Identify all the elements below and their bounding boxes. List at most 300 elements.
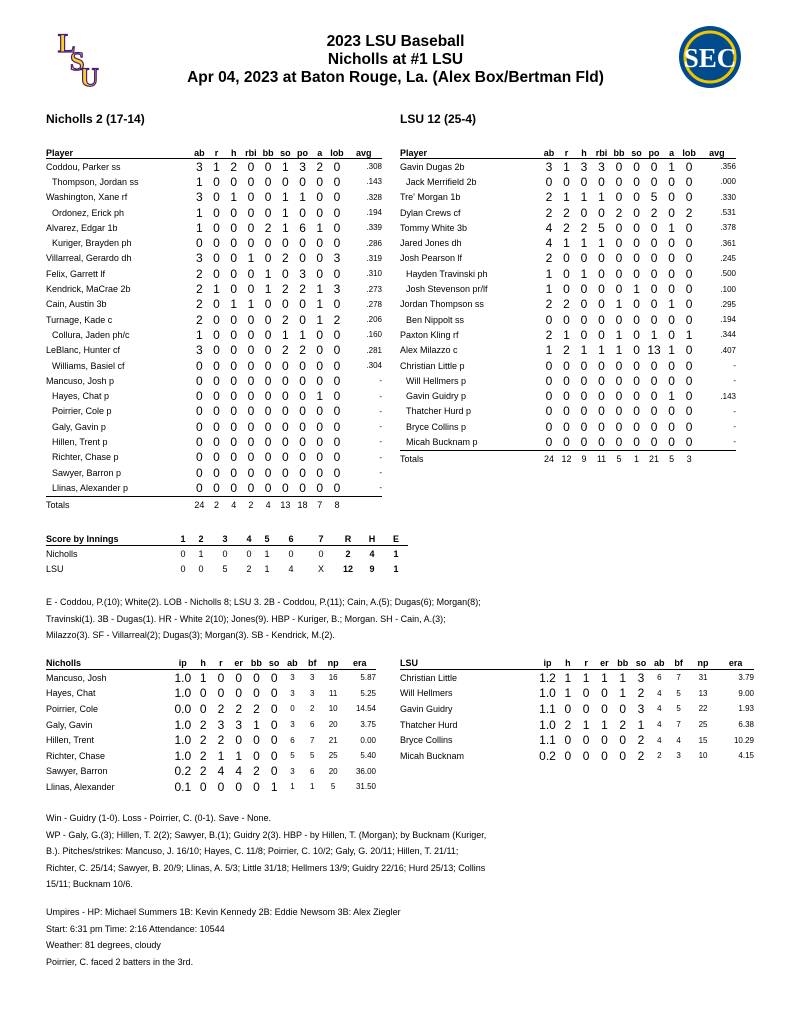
stat-cell: 0 bbox=[580, 297, 588, 312]
stat-cell: 1 bbox=[230, 297, 238, 312]
stat-cell: 0 bbox=[264, 434, 272, 449]
stat-cell: 2 bbox=[195, 312, 203, 327]
stat-cell: 1 bbox=[580, 236, 588, 251]
player-name: Kendrick, MaCrae 2b bbox=[46, 284, 131, 295]
pitch-stat: 0 bbox=[217, 686, 225, 701]
stat-cell: 0 bbox=[195, 465, 203, 480]
inning-cell: 0 bbox=[198, 564, 204, 575]
stat-cell: 0 bbox=[615, 282, 623, 297]
stat-cell: 0 bbox=[615, 419, 623, 434]
stat-cell: 0 bbox=[247, 434, 255, 449]
stat-cell: 0 bbox=[195, 419, 203, 434]
player-name: Villarreal, Gerardo dh bbox=[46, 253, 132, 264]
stat-cell: 0 bbox=[281, 404, 289, 419]
pitch-stat: 6 bbox=[657, 673, 662, 683]
batting-average: .361 bbox=[720, 238, 736, 248]
pitch-stat: 13 bbox=[698, 688, 708, 698]
batting-average: .100 bbox=[720, 284, 736, 294]
pitch-stat: 3.79 bbox=[738, 673, 754, 683]
pitch-stat: 0 bbox=[253, 686, 260, 701]
stat-cell: 2 bbox=[650, 205, 658, 220]
stat-cell: 1 bbox=[316, 220, 324, 235]
pitch-stat: 4 bbox=[657, 688, 662, 698]
stat-cell: 0 bbox=[264, 465, 272, 480]
stat-cell: 1 bbox=[316, 282, 324, 297]
stat-cell: 0 bbox=[299, 419, 306, 434]
batting-average: .281 bbox=[366, 345, 382, 355]
stat-cell: 0 bbox=[333, 205, 341, 220]
stat-cell: 2 bbox=[281, 251, 289, 266]
batting-average: - bbox=[733, 406, 736, 416]
stat-cell: 0 bbox=[558, 434, 576, 450]
stat-cell: 0 bbox=[230, 205, 238, 220]
stat-cell: 1 bbox=[299, 190, 306, 205]
stat-cell: 0 bbox=[685, 297, 693, 312]
stat-cell: 0 bbox=[545, 174, 553, 189]
batting-average: - bbox=[346, 480, 382, 496]
stat-cell: 0 bbox=[316, 358, 324, 373]
score-by-innings-table bbox=[46, 532, 408, 577]
pitch-stat: 2 bbox=[199, 733, 207, 748]
stat-cell: 0 bbox=[580, 312, 588, 327]
stat-cell: 0 bbox=[598, 389, 605, 404]
pitch-stat: 3.75 bbox=[360, 720, 376, 730]
total-cell: 8 bbox=[334, 499, 340, 510]
stat-cell: 0 bbox=[650, 312, 658, 327]
totals-row bbox=[400, 450, 736, 467]
stat-cell: 2 bbox=[333, 312, 341, 327]
stat-cell: 0 bbox=[281, 419, 289, 434]
stat-cell: 2 bbox=[545, 327, 553, 342]
player-name: Christian Little p bbox=[400, 360, 465, 371]
column-header-ab: ab bbox=[191, 144, 208, 159]
player-name: Will Hellmers p bbox=[406, 375, 467, 386]
player-row bbox=[400, 388, 736, 403]
column-header-lob: lob bbox=[328, 144, 345, 159]
stat-cell: 0 bbox=[580, 327, 588, 342]
player-name: Gavin Guidry p bbox=[406, 391, 467, 402]
pitch-stat: 1.1 bbox=[539, 733, 556, 748]
stat-cell: 0 bbox=[598, 297, 605, 312]
stat-cell: 0 bbox=[615, 358, 623, 373]
column-header-np: np bbox=[323, 656, 344, 670]
player-row bbox=[400, 312, 736, 327]
inning-cell: 12 bbox=[342, 564, 353, 575]
pitch-stat: 4 bbox=[657, 735, 662, 745]
stat-cell: 0 bbox=[294, 480, 311, 496]
player-name: Gavin Dugas 2b bbox=[400, 161, 465, 172]
total-cell: 18 bbox=[297, 499, 308, 510]
stat-cell: 4 bbox=[545, 220, 553, 235]
stat-cell: 0 bbox=[225, 480, 242, 496]
stat-cell: 0 bbox=[685, 389, 693, 404]
pitch-stat: 2 bbox=[217, 733, 225, 748]
stat-cell: 1 bbox=[563, 190, 570, 205]
player-name: Washington, Xane rf bbox=[46, 192, 128, 203]
pitch-stat: 25 bbox=[698, 720, 708, 730]
player-name: Thompson, Jordan ss bbox=[52, 176, 139, 187]
stat-cell: 0 bbox=[264, 389, 272, 404]
pitcher-row bbox=[400, 686, 754, 702]
pitch-stat: 1 bbox=[582, 717, 590, 732]
pitch-stat: 0 bbox=[582, 686, 590, 701]
stat-cell: 4 bbox=[545, 236, 553, 251]
stat-cell: 1 bbox=[563, 327, 570, 342]
column-header-so: so bbox=[277, 144, 294, 159]
stat-cell: 0 bbox=[668, 358, 675, 373]
pitch-stat: 2 bbox=[217, 701, 225, 716]
stat-cell: 0 bbox=[650, 419, 658, 434]
inning-header: 6 bbox=[276, 532, 306, 546]
inning-cell: 2 bbox=[246, 564, 252, 575]
home-batting-table bbox=[400, 144, 736, 467]
pitch-stat: 1.0 bbox=[174, 748, 192, 763]
pitch-stat: 20 bbox=[328, 720, 338, 730]
pitch-stat: 0.2 bbox=[174, 764, 192, 779]
stat-cell: 1 bbox=[545, 343, 553, 358]
column-header-er: er bbox=[230, 656, 248, 670]
pitcher-row bbox=[46, 701, 376, 717]
stat-cell: 0 bbox=[264, 297, 272, 312]
batting-average: - bbox=[379, 406, 382, 416]
stat-cell: 0 bbox=[247, 404, 255, 419]
player-row bbox=[46, 450, 382, 465]
stat-cell: 0 bbox=[213, 343, 220, 358]
stat-cell: 0 bbox=[668, 236, 675, 251]
batting-average: - bbox=[379, 437, 382, 447]
stat-cell: 0 bbox=[633, 266, 640, 281]
pitch-stat: 0 bbox=[217, 779, 225, 794]
stat-cell: 1 bbox=[213, 159, 220, 174]
player-name: Paxton Kling rf bbox=[400, 329, 459, 340]
player-row bbox=[46, 281, 382, 296]
stat-cell: 3 bbox=[333, 282, 341, 297]
stat-cell: 0 bbox=[650, 373, 658, 388]
player-name: Bryce Collins p bbox=[406, 421, 467, 432]
innings-team: Nicholls bbox=[46, 548, 78, 559]
stat-cell: 0 bbox=[668, 282, 675, 297]
player-row bbox=[400, 266, 736, 281]
batting-average: .194 bbox=[366, 208, 382, 218]
stat-cell: 0 bbox=[685, 159, 693, 174]
pitch-stat: 1.0 bbox=[539, 717, 556, 732]
stat-cell: 0 bbox=[545, 404, 553, 419]
stat-cell: 3 bbox=[195, 190, 203, 205]
pitch-stat: 0 bbox=[199, 686, 207, 701]
stat-cell: 0 bbox=[615, 159, 623, 174]
pitch-stat: 0 bbox=[290, 704, 295, 714]
column-header-er: er bbox=[595, 656, 613, 670]
player-row bbox=[46, 266, 382, 281]
stat-cell: 0 bbox=[230, 404, 238, 419]
stat-cell: 0 bbox=[316, 373, 324, 388]
total-cell: 9 bbox=[581, 453, 587, 464]
text-line: Weather: 81 degrees, cloudy bbox=[46, 940, 161, 950]
player-row bbox=[400, 297, 736, 312]
stat-cell: 0 bbox=[580, 282, 588, 297]
stat-cell: 0 bbox=[242, 480, 259, 496]
column-header-player: Player bbox=[400, 144, 540, 159]
inning-cell: 0 bbox=[288, 548, 294, 559]
pitch-stat: 4 bbox=[657, 704, 662, 714]
player-row bbox=[46, 174, 382, 189]
stat-cell: 1 bbox=[668, 220, 675, 235]
player-row bbox=[400, 343, 736, 358]
stat-cell: 0 bbox=[213, 266, 220, 281]
pitch-stat: 2 bbox=[253, 764, 260, 779]
column-header-r: r bbox=[212, 656, 230, 670]
stat-cell: 1 bbox=[598, 236, 605, 251]
pitching-team: LSU bbox=[400, 656, 536, 670]
player-name: Hayes, Chat p bbox=[52, 391, 110, 402]
inning-cell: 1 bbox=[393, 564, 399, 575]
pitch-stat: 1 bbox=[601, 717, 608, 732]
pitch-stat: 0 bbox=[270, 670, 278, 685]
pitch-stat: 0 bbox=[601, 748, 608, 763]
stat-cell: 0 bbox=[668, 404, 675, 419]
pitch-stat: 0 bbox=[582, 748, 590, 763]
inning-header: 2 bbox=[192, 532, 210, 546]
stat-cell: 0 bbox=[247, 465, 255, 480]
stat-cell: 0 bbox=[668, 190, 675, 205]
batting-average: - bbox=[733, 361, 736, 370]
stat-cell: 0 bbox=[333, 434, 341, 449]
stat-cell: 0 bbox=[615, 251, 623, 266]
text-line: Poirrier, C. faced 2 batters in the 3rd. bbox=[46, 956, 194, 967]
stat-cell: 2 bbox=[545, 205, 553, 220]
stat-cell: 1 bbox=[316, 389, 324, 404]
player-row bbox=[400, 159, 736, 175]
stat-cell: 0 bbox=[615, 312, 623, 327]
stat-cell: 0 bbox=[299, 373, 306, 388]
text-line: E - Coddou, P.(10); White(2). LOB - Nicholls 8; LSU 3. 2B - Coddou, P.(11); Cain, A.(5); Dugas(6); Morgan(8); bbox=[46, 597, 481, 607]
column-header-lob: lob bbox=[680, 144, 698, 159]
stat-cell: 6 bbox=[299, 220, 306, 235]
column-header-avg: avg bbox=[698, 144, 736, 159]
column-header-player: Player bbox=[46, 144, 191, 159]
game-footer-info bbox=[46, 904, 746, 970]
stat-cell: 0 bbox=[563, 251, 570, 266]
stat-cell: 0 bbox=[264, 343, 272, 358]
stat-cell: 0 bbox=[685, 266, 693, 281]
player-row bbox=[46, 327, 382, 342]
total-blank bbox=[346, 496, 382, 513]
total-cell: 12 bbox=[561, 453, 572, 464]
pitch-stat: 1 bbox=[235, 748, 242, 763]
pitcher-name: Will Hellmers bbox=[400, 688, 453, 699]
player-row bbox=[46, 373, 382, 388]
pitch-stat: 0.1 bbox=[174, 779, 192, 794]
player-name: Kuriger, Brayden ph bbox=[52, 238, 132, 249]
player-row bbox=[400, 358, 736, 373]
inning-header: R bbox=[336, 532, 360, 546]
stat-cell: 0 bbox=[213, 327, 220, 342]
pitching-decisions bbox=[46, 810, 746, 893]
stat-cell: 0 bbox=[191, 480, 208, 496]
stat-cell: 0 bbox=[650, 266, 658, 281]
pitch-stat: 0.0 bbox=[174, 701, 192, 716]
stat-cell: 0 bbox=[633, 327, 640, 342]
player-name: Josh Pearson lf bbox=[400, 253, 463, 264]
stat-cell: 0 bbox=[633, 297, 640, 312]
stat-cell: 0 bbox=[650, 159, 658, 174]
stat-cell: 0 bbox=[281, 266, 289, 281]
stat-cell: 0 bbox=[195, 389, 203, 404]
pitch-stat: 0 bbox=[564, 733, 572, 748]
pitcher-name: Bryce Collins bbox=[400, 735, 453, 746]
pitch-stat: 0.00 bbox=[360, 735, 376, 745]
stat-cell: 1 bbox=[230, 190, 238, 205]
column-header-bb: bb bbox=[248, 656, 266, 670]
stat-cell: 0 bbox=[598, 327, 605, 342]
column-header-bf: bf bbox=[668, 656, 688, 670]
stat-cell: 0 bbox=[593, 434, 611, 450]
stat-cell: 0 bbox=[333, 450, 341, 465]
stat-cell: 0 bbox=[264, 251, 272, 266]
stat-cell: 2 bbox=[545, 190, 553, 205]
stat-cell: 0 bbox=[633, 343, 640, 358]
stat-cell: 0 bbox=[195, 236, 203, 251]
column-header-bb: bb bbox=[614, 656, 632, 670]
player-name: Jordan Thompson ss bbox=[400, 299, 484, 310]
pitch-stat: 2 bbox=[310, 704, 315, 714]
inning-cell: 0 bbox=[180, 548, 186, 559]
stat-cell: 0 bbox=[328, 480, 345, 496]
stat-cell: 0 bbox=[615, 389, 623, 404]
pitcher-name: Sawyer, Barron bbox=[46, 766, 108, 777]
sec-logo bbox=[676, 24, 746, 90]
player-row bbox=[400, 251, 736, 266]
stat-cell: 2 bbox=[545, 251, 553, 266]
player-row bbox=[46, 434, 382, 449]
stat-cell: 0 bbox=[580, 404, 588, 419]
pitch-stat: 1 bbox=[619, 670, 627, 685]
pitch-stat: 6 bbox=[310, 720, 315, 730]
stat-cell: 2 bbox=[281, 282, 289, 297]
pitcher-name: Mancuso, Josh bbox=[46, 672, 107, 683]
stat-cell: 0 bbox=[281, 373, 289, 388]
pitch-stat: 4 bbox=[657, 720, 662, 730]
stat-cell: 2 bbox=[563, 220, 570, 235]
stat-cell: 0 bbox=[299, 434, 306, 449]
stat-cell: 0 bbox=[213, 190, 220, 205]
pitch-stat: 1.93 bbox=[738, 704, 754, 714]
stat-cell: 0 bbox=[663, 434, 681, 450]
column-header-r: r bbox=[208, 144, 225, 159]
pitch-stat: 0 bbox=[199, 701, 207, 716]
batting-average: - bbox=[733, 376, 736, 386]
stat-cell: 0 bbox=[615, 220, 623, 235]
pitch-stat: 1 bbox=[253, 717, 260, 732]
total-cell: 7 bbox=[317, 499, 323, 510]
player-name: Tre' Morgan 1b bbox=[400, 192, 461, 203]
pitch-stat: 3 bbox=[235, 717, 242, 732]
stat-cell: 0 bbox=[213, 297, 220, 312]
stat-cell: 3 bbox=[598, 159, 605, 174]
total-cell: 1 bbox=[634, 453, 640, 464]
inning-cell: 0 bbox=[246, 548, 252, 559]
column-header-a: a bbox=[311, 144, 328, 159]
pitch-stat: 0 bbox=[619, 733, 627, 748]
stat-cell: 0 bbox=[580, 419, 588, 434]
pitch-stat: 1 bbox=[217, 748, 225, 763]
player-name: Micah Bucknam p bbox=[400, 434, 540, 450]
stat-cell: 0 bbox=[333, 174, 341, 189]
column-header-po: po bbox=[294, 144, 311, 159]
total-cell: 13 bbox=[280, 499, 291, 510]
stat-cell: 1 bbox=[563, 159, 570, 174]
total-cell: 3 bbox=[686, 453, 692, 464]
pitch-stat: 2 bbox=[637, 686, 645, 701]
text-line: Umpires - HP: Michael Summers 1B: Kevin Kennedy 2B: Eddie Newsom 3B: Alex Ziegler bbox=[46, 907, 401, 917]
stat-cell: 0 bbox=[685, 343, 693, 358]
pitcher-name: Galy, Gavin bbox=[46, 719, 93, 730]
inning-cell: 4 bbox=[288, 564, 294, 575]
stat-cell: 0 bbox=[213, 419, 220, 434]
pitch-stat: 22 bbox=[698, 704, 708, 714]
pitch-stat: 5 bbox=[676, 688, 681, 698]
stat-cell: 0 bbox=[213, 389, 220, 404]
pitch-stat: 2 bbox=[199, 748, 207, 763]
stat-cell: 0 bbox=[264, 404, 272, 419]
stat-cell: 1 bbox=[633, 282, 640, 297]
pitch-stat: 0 bbox=[235, 779, 242, 794]
player-name: Mancuso, Josh p bbox=[46, 375, 115, 386]
inning-header: 7 bbox=[306, 532, 336, 546]
pitcher-row bbox=[46, 748, 376, 764]
pitcher-name: Micah Bucknam bbox=[400, 750, 465, 761]
player-name: Jared Jones dh bbox=[400, 238, 462, 249]
total-cell: 5 bbox=[616, 453, 622, 464]
stat-cell: 2 bbox=[281, 343, 289, 358]
stat-cell: 0 bbox=[563, 266, 570, 281]
total-cell: 24 bbox=[543, 453, 554, 464]
stat-cell: 2 bbox=[563, 205, 570, 220]
player-row bbox=[46, 480, 382, 496]
stat-cell: 1 bbox=[545, 282, 553, 297]
inning-cell: 1 bbox=[264, 564, 270, 575]
pitch-stat: 2 bbox=[199, 764, 207, 779]
svg-text:S: S bbox=[70, 47, 85, 76]
pitch-stat: 0 bbox=[235, 670, 242, 685]
player-row bbox=[400, 419, 736, 434]
stat-cell: 0 bbox=[213, 358, 220, 373]
batting-average: .356 bbox=[720, 162, 736, 172]
stat-cell: 1 bbox=[598, 343, 605, 358]
stat-cell: 0 bbox=[299, 297, 306, 312]
batting-average: .206 bbox=[366, 315, 382, 325]
player-row bbox=[400, 434, 736, 450]
batting-average: .308 bbox=[366, 162, 382, 172]
totals-label: Totals bbox=[46, 499, 70, 510]
pitcher-row bbox=[46, 686, 376, 702]
batting-average: .319 bbox=[366, 253, 382, 263]
pitch-stat: 0 bbox=[253, 733, 260, 748]
pitcher-row bbox=[400, 748, 754, 764]
column-header-avg: avg bbox=[346, 144, 382, 159]
stat-cell: 0 bbox=[316, 343, 324, 358]
stat-cell: 0 bbox=[213, 174, 220, 189]
column-header-h: h bbox=[225, 144, 242, 159]
column-header-bb: bb bbox=[260, 144, 277, 159]
inning-header: 1 bbox=[174, 532, 192, 546]
total-cell: 5 bbox=[669, 453, 675, 464]
batting-average: .339 bbox=[366, 223, 382, 233]
pitch-stat: 4 bbox=[217, 764, 225, 779]
stat-cell: 1 bbox=[615, 327, 623, 342]
stat-cell: 2 bbox=[563, 343, 570, 358]
stat-cell: 0 bbox=[213, 205, 220, 220]
